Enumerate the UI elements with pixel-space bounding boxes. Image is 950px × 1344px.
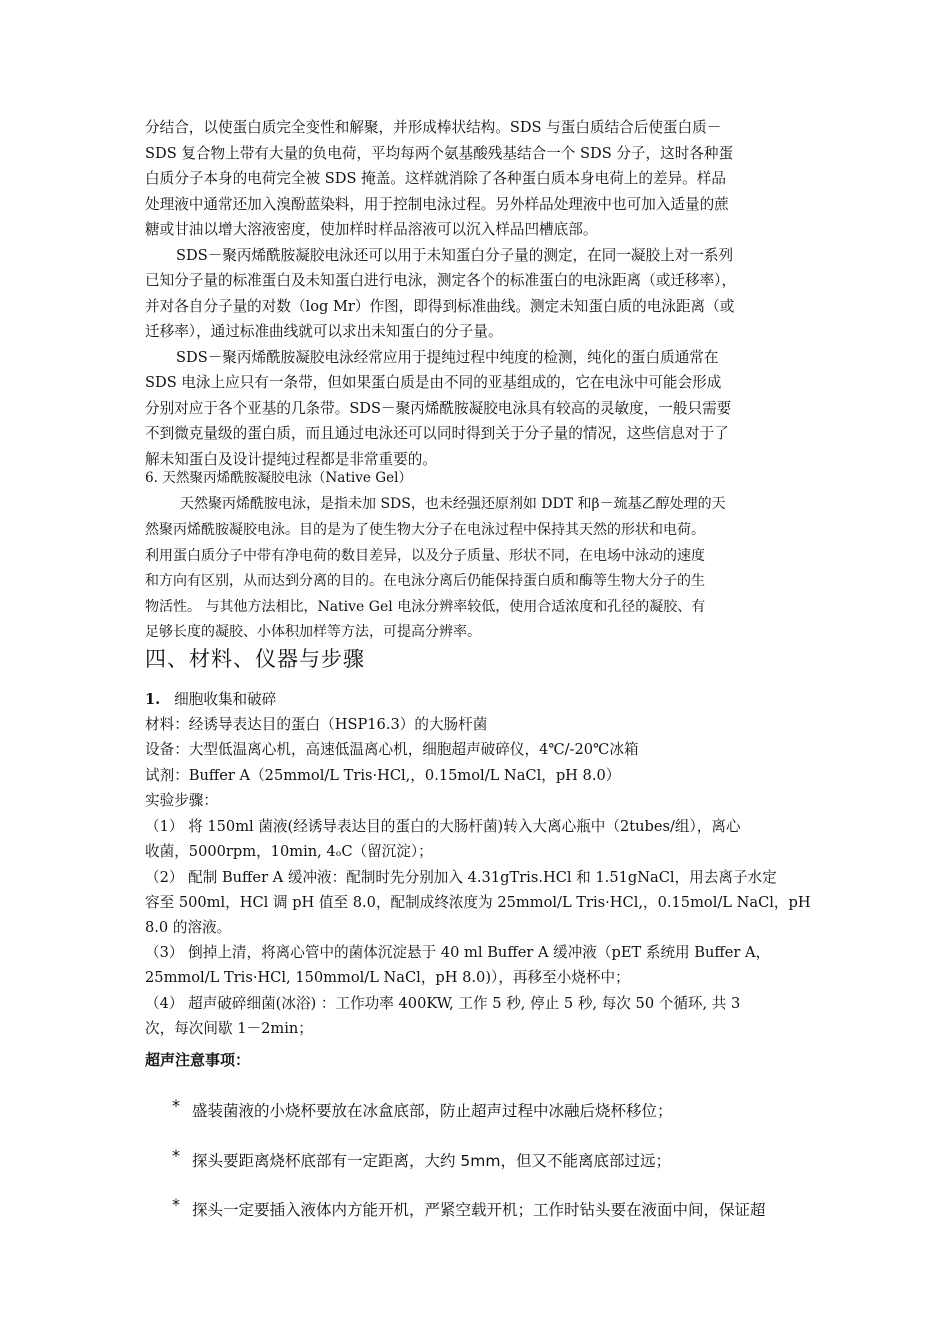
asterisk-bullet-icon: * — [172, 1146, 180, 1165]
body-text-line: 并对各自分子量的对数（log Mr）作图，即得到标准曲线。测定未知蛋白质的电泳距离（或 — [145, 298, 735, 315]
procedure-line: （3） 倒掉上清，将离心管中的菌体沉淀悬于 40 ml Buffer A 缓冲液（pET 系统用 Buffer A， — [145, 944, 771, 961]
body-text-line: SDS－聚丙烯酰胺凝胶电泳经常应用于提纯过程中纯度的检测，纯化的蛋白质通常在 — [176, 349, 719, 366]
body-text-line: 足够长度的凝胶、小体积加样等方法，可提高分辨率。 — [145, 624, 481, 640]
body-text-line: 已知分子量的标准蛋白及未知蛋白进行电泳，测定各个的标准蛋白的电泳距离（或迁移率）， — [145, 272, 737, 289]
body-text-line: 处理液中通常还加入溴酚蓝染料，用于控制电泳过程。另外样品处理液中也可加入适量的蔗 — [145, 196, 729, 213]
materials-line: 材料：经诱导表达目的蛋白（HSP16.3）的大肠杆菌 — [145, 716, 488, 733]
body-text-line: 分别对应于各个亚基的几条带。SDS－聚丙烯酰胺凝胶电泳具有较高的灵敏度，一般只需要 — [145, 400, 732, 417]
body-text-line: 分结合，以使蛋白质完全变性和解聚，并形成棒状结构。SDS 与蛋白质结合后使蛋白质－ — [145, 119, 722, 136]
body-text-line: SDS 复合物上带有大量的负电荷，平均每两个氨基酸残基结合一个 SDS 分子，这时各种蛋 — [145, 145, 734, 162]
note-item — [172, 1195, 766, 1221]
note-item — [172, 1096, 673, 1122]
procedure-line: 25mmol/L Tris·HCl, 150mmol/L NaCl，pH 8.0)），再移至小烧杯中； — [145, 969, 630, 986]
body-text-line: 利用蛋白质分子中带有净电荷的数目差异，以及分子质量、形状不同，在电场中泳动的速度 — [145, 548, 705, 564]
body-text-line: 然聚丙烯酰胺凝胶电泳。目的是为了使生物大分子在电泳过程中保持其天然的形状和电荷。 — [145, 522, 705, 538]
body-text-line: 物活性。 与其他方法相比，Native Gel 电泳分辨率较低，使用合适浓度和孔径的凝胶、有 — [145, 599, 706, 615]
note-item — [172, 1146, 671, 1172]
reagent-line: 试剂：Buffer A（25mmol/L Tris·HCl,，0.15mol/L NaCl，pH 8.0） — [145, 767, 621, 784]
procedure-line: （1） 将 150ml 菌液(经诱导表达目的蛋白的大肠杆菌)转入大离心瓶中（2tubes/组），离心 — [145, 818, 741, 835]
equipment-line: 设备：大型低温离心机，高速低温离心机，细胞超声破碎仪，4℃/-20℃冰箱 — [145, 741, 639, 758]
body-text-line: SDS 电泳上应只有一条带，但如果蛋白质是由不同的亚基组成的，它在电泳中可能会形成 — [145, 374, 722, 391]
note-text: 探头要距离烧杯底部有一定距离，大约 5mm，但又不能离底部过远； — [192, 1152, 671, 1170]
subsection-heading: 6. 天然聚丙烯酰胺凝胶电泳（Native Gel） — [145, 470, 413, 486]
body-text-line: 糖或甘油以增大溶液密度，使加样时样品溶液可以沉入样品凹槽底部。 — [145, 221, 598, 238]
procedure-line: 收菌，5000rpm，10min, 4ₒC（留沉淀）； — [145, 843, 433, 860]
note-text: 盛装菌液的小烧杯要放在冰盒底部，防止超声过程中冰融后烧杯移位； — [192, 1102, 673, 1120]
note-text: 探头一定要插入液体内方能开机，严紧空载开机；工作时钻头要在液面中间，保证超 — [192, 1201, 766, 1219]
body-text-line: 迁移率），通过标准曲线就可以求出未知蛋白的分子量。 — [145, 323, 503, 340]
procedure-label: 实验步骤： — [145, 792, 218, 809]
asterisk-bullet-icon: * — [172, 1096, 180, 1115]
step-number: 1. — [145, 691, 161, 708]
body-text-line: 和方向有区别，从而达到分离的目的。在电泳分离后仍能保持蛋白质和酶等生物大分子的生 — [145, 573, 705, 589]
step-title — [145, 690, 276, 710]
notes-title: 超声注意事项： — [145, 1051, 251, 1069]
procedure-line: 次，每次间歇 1－2min； — [145, 1020, 313, 1037]
procedure-line: 容至 500ml，HCl 调 pH 值至 8.0，配制成终浓度为 25mmol/L Tris·HCl,，0.15mol/L NaCl，pH — [145, 894, 811, 911]
procedure-line: 8.0 的溶液。 — [145, 919, 232, 936]
procedure-line: （2） 配制 Buffer A 缓冲液：配制时先分别加入 4.31gTris.HCl 和 1.51gNaCl，用去离子水定 — [145, 869, 777, 886]
body-text-line: 天然聚丙烯酰胺电泳，是指未加 SDS，也未经强还原剂如 DDT 和β－巯基乙醇处理的天 — [180, 496, 726, 512]
step-title-text: 细胞收集和破碎 — [174, 691, 277, 708]
body-text-line: 白质分子本身的电荷完全被 SDS 掩盖。这样就消除了各种蛋白质本身电荷上的差异。样品 — [145, 170, 726, 187]
section-heading: 四、材料、仪器与步骤 — [145, 647, 365, 671]
body-text-line: SDS－聚丙烯酰胺凝胶电泳还可以用于未知蛋白分子量的测定，在同一凝胶上对一系列 — [176, 247, 734, 264]
body-text-line: 不到微克量级的蛋白质，而且通过电泳还可以同时得到关于分子量的情况，这些信息对于了 — [145, 425, 729, 442]
body-text-line: 解未知蛋白及设计提纯过程都是非常重要的。 — [145, 451, 437, 468]
asterisk-bullet-icon: * — [172, 1195, 180, 1214]
procedure-line: （4） 超声破碎细菌(冰浴) ：工作功率 400KW, 工作 5 秒, 停止 5 秒, 每次 50 个循环, 共 3 — [145, 995, 741, 1012]
